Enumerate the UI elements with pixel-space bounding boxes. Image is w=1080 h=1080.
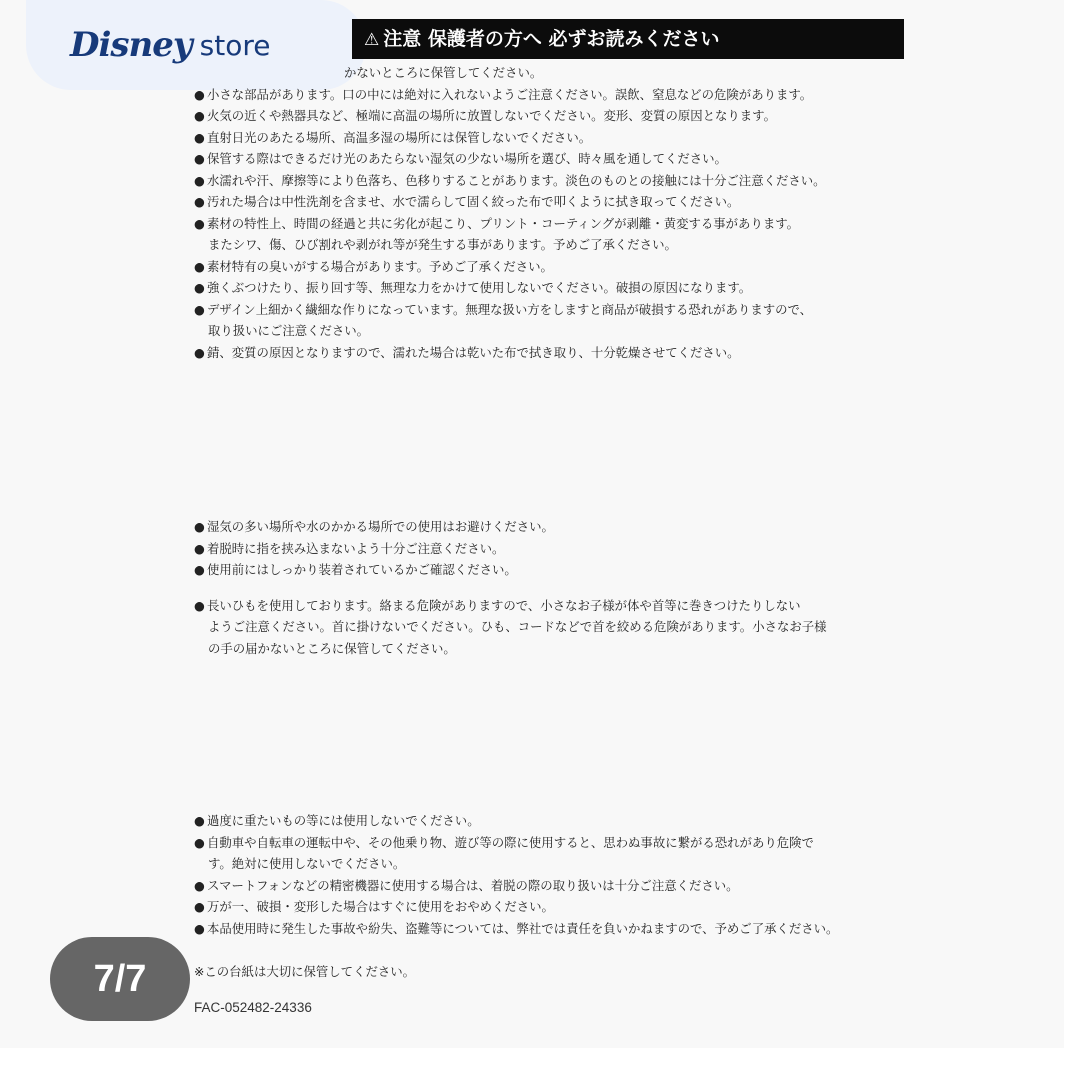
list-item: [194, 832, 914, 854]
list-item-continuation: [194, 234, 914, 256]
bullet-icon: ●: [194, 194, 205, 209]
list-item: [194, 538, 914, 560]
bullet-icon: ●: [194, 108, 205, 123]
bullet-icon: ●: [194, 920, 205, 936]
list-item: [194, 213, 914, 235]
list-item: [194, 342, 914, 364]
list-item-text: ようご注意ください。首に掛けないでください。ひも、コードなどで首を絞める危険があります。小さなお子様: [208, 619, 827, 634]
list-item-continuation: [194, 320, 914, 342]
list-item-text: 長いひもを使用しております。絡まる危険がありますので、小さなお子様が体や首等に巻きつけたりしない: [207, 597, 801, 613]
image-counter: 7/7: [50, 937, 190, 1021]
list-item: [194, 299, 914, 321]
list-item-continuation: [194, 616, 914, 638]
logo-store-text: store: [199, 28, 271, 62]
list-item: [194, 875, 914, 897]
list-item: [194, 148, 914, 170]
list-item-text: 水濡れや汗、摩擦等により色落ち、色移りすることがあります。淡色のものとの接触には十分ご注意ください。: [207, 172, 826, 188]
caution-list-1: [194, 84, 914, 364]
bullet-icon: ●: [194, 834, 205, 850]
list-item-text: 素材特有の臭いがする場合があります。予めご了承ください。: [207, 258, 553, 274]
caution-list-4: [194, 810, 914, 939]
bullet-icon: ●: [194, 877, 205, 893]
bullet-icon: ●: [194, 562, 205, 577]
caution-list-2: [194, 516, 914, 581]
bullet-icon: ●: [194, 540, 205, 556]
note-text: ※この台紙は大切に保管してください。: [194, 964, 416, 979]
list-item-text: 直射日光のあたる場所、高温多湿の場所には保管しないでください。: [207, 129, 592, 145]
list-item: [194, 277, 914, 299]
list-item: [194, 84, 914, 106]
list-item: [194, 516, 914, 538]
list-item-text: 湿気の多い場所や水のかかる場所での使用はお避けください。: [207, 519, 554, 534]
bullet-icon: ●: [194, 344, 205, 360]
list-item-text: 取り扱いにご注意ください。: [208, 323, 370, 338]
bullet-icon: ●: [194, 129, 205, 145]
caution-header: [352, 19, 904, 59]
bullet-icon: ●: [194, 151, 205, 166]
list-item-text: 万が一、破損・変形した場合はすぐに使用をおやめください。: [207, 899, 554, 914]
bullet-icon: ●: [194, 215, 205, 231]
list-item-text: 着脱時に指を挟み込まないよう十分ご注意ください。: [207, 540, 505, 556]
bullet-icon: ●: [194, 899, 205, 914]
list-item: [194, 127, 914, 149]
warning-triangle-icon: ⚠: [364, 30, 380, 50]
list-item-text: 保管する際はできるだけ光のあたらない湿気の少ない場所を選び、時々風を通してください。: [207, 151, 727, 166]
list-item: [194, 170, 914, 192]
bullet-icon: ●: [194, 172, 205, 188]
list-item: [194, 918, 914, 940]
bullet-icon: ●: [194, 258, 205, 274]
caution-text: [194, 62, 914, 1018]
list-item: [194, 896, 914, 918]
list-item: [194, 105, 914, 127]
bullet-icon: ●: [194, 301, 205, 317]
partial-line: かないところに保管してください。: [344, 65, 543, 80]
list-item: [194, 810, 914, 832]
list-item-text: す。絶対に使用しないでください。: [208, 856, 406, 871]
product-code: FAC-052482-24336: [194, 999, 312, 1015]
list-item-text: 使用前にはしっかり装着されているかご確認ください。: [207, 562, 517, 577]
list-item-text: 過度に重たいもの等には使用しないでください。: [207, 813, 480, 828]
bullet-icon: ●: [194, 86, 205, 102]
bullet-icon: ●: [194, 519, 205, 534]
list-item-text: 本品使用時に発生した事故や紛失、盗難等については、弊社では責任を負いかねますので、予めご了承ください。: [207, 920, 839, 936]
bullet-icon: ●: [194, 597, 205, 613]
list-item-text: 小さな部品があります。口の中には絶対に入れないようご注意ください。誤飲、窒息などの危険があります。: [207, 86, 813, 102]
list-item-text: の手の届かないところに保管してください。: [208, 640, 456, 656]
list-item: [194, 191, 914, 213]
list-item-continuation: [194, 638, 914, 660]
bullet-icon: ●: [194, 280, 205, 295]
caution-list-3: [194, 595, 914, 660]
logo-disney-text: Disney: [70, 25, 192, 65]
list-item-text: デザイン上細かく繊細な作りになっています。無理な扱い方をしますと商品が破損する恐れがありますので、: [207, 301, 813, 317]
list-item: [194, 559, 914, 581]
list-item: [194, 595, 914, 617]
caution-title: 注意 保護者の方へ 必ずお読みください: [383, 28, 720, 50]
list-item-text: 強くぶつけたり、振り回す等、無理な力をかけて使用しないでください。破損の原因になります。: [207, 280, 752, 295]
list-item-text: 汚れた場合は中性洗剤を含ませ、水で濡らして固く絞った布で叩くように拭き取ってください。: [207, 194, 740, 209]
list-item: [194, 256, 914, 278]
list-item-text: またシワ、傷、ひび割れや剥がれ等が発生する事があります。予めご了承ください。: [208, 237, 677, 252]
list-item-text: 自動車や自転車の運転中や、その他乗り物、遊び等の際に使用すると、思わぬ事故に繋がる恐れがあり危険で: [207, 834, 814, 850]
list-item-text: 錆、変質の原因となりますので、濡れた場合は乾いた布で拭き取り、十分乾燥させてください。: [207, 344, 740, 360]
list-item-text: スマートフォンなどの精密機器に使用する場合は、着脱の際の取り扱いは十分ご注意ください。: [207, 877, 739, 893]
list-item-text: 火気の近くや熱器具など、極端に高温の場所に放置しないでください。変形、変質の原因となります。: [207, 108, 776, 123]
list-item-text: 素材の特性上、時間の経過と共に劣化が起こり、プリント・コーティングが剥離・黄変する事があります。: [207, 215, 800, 231]
bullet-icon: ●: [194, 813, 205, 828]
list-item-continuation: [194, 853, 914, 875]
